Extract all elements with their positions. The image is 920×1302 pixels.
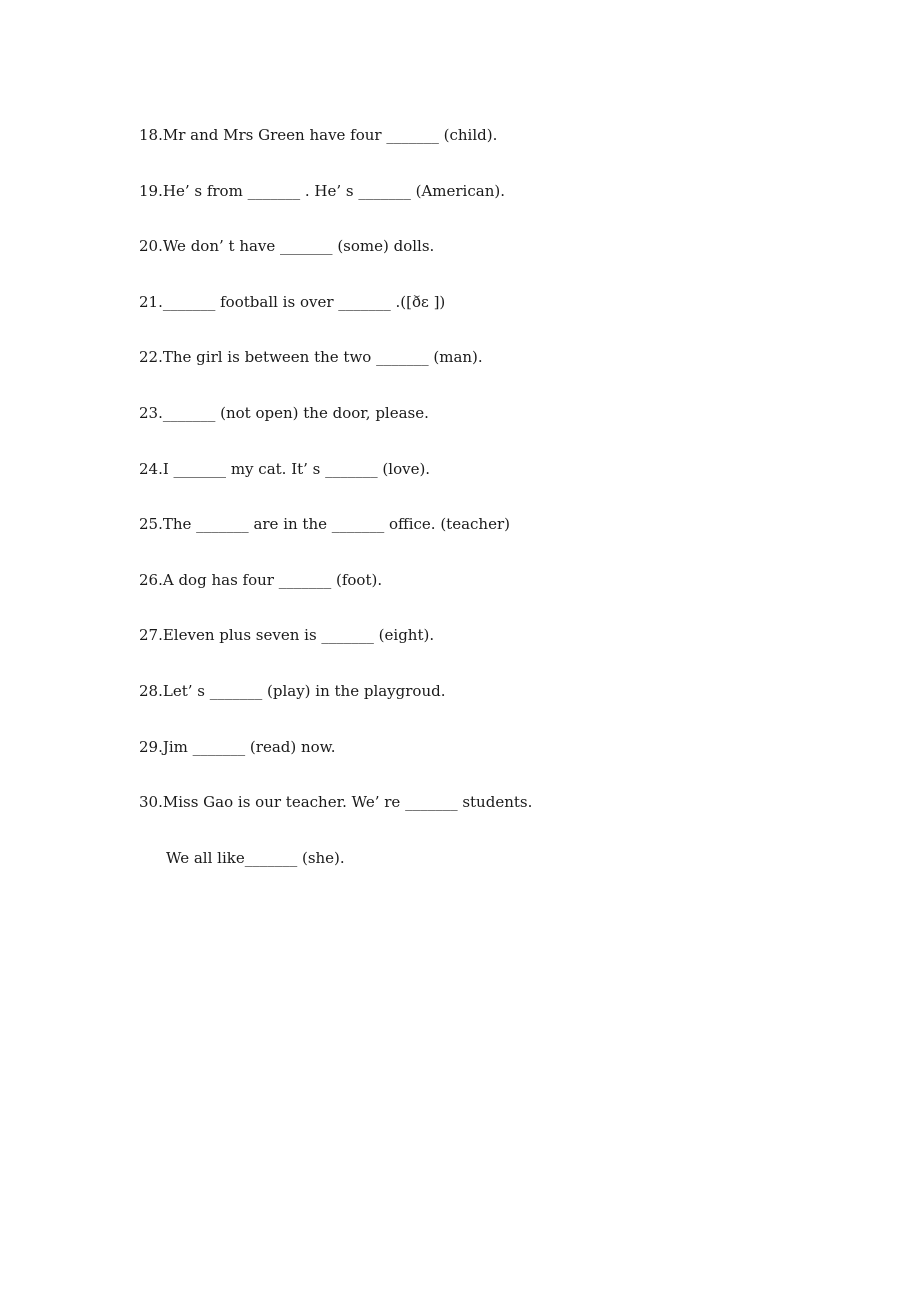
exercise-text: _______ football is over _______ .([ðɛ ]) bbox=[162, 292, 446, 311]
exercise-text: The _______ are in the _______ office. (teacher) bbox=[162, 515, 510, 534]
exercise-number: 20. bbox=[139, 237, 163, 256]
exercise-number: 30. bbox=[139, 793, 163, 812]
exercise-text: _______ (not open) the door, please. bbox=[162, 403, 429, 422]
exercise-text: I _______ my cat. It’ s _______ (love). bbox=[162, 459, 431, 478]
exercise-number: 24. bbox=[139, 459, 163, 478]
exercise-text: We all like_______ (she). bbox=[166, 848, 345, 867]
exercise-item-29 bbox=[139, 736, 839, 758]
exercise-number: 29. bbox=[139, 737, 163, 756]
exercise-number: 22. bbox=[139, 348, 163, 367]
exercise-text: Mr and Mrs Green have four _______ (child). bbox=[162, 126, 498, 144]
exercise-item-24 bbox=[139, 458, 839, 480]
exercise-text: Let’ s _______ (play) in the playgroud. bbox=[162, 681, 446, 700]
exercise-item-20 bbox=[139, 235, 839, 257]
exercise-text: A dog has four _______ (foot). bbox=[162, 570, 383, 589]
exercise-item-23 bbox=[139, 402, 839, 424]
exercise-item-21 bbox=[139, 291, 839, 313]
exercise-text: Jim _______ (read) now. bbox=[162, 737, 336, 756]
exercise-text: He’ s from _______ . He’ s _______ (American). bbox=[162, 181, 505, 200]
exercise-item-30 bbox=[139, 791, 839, 813]
exercise-number: 28. bbox=[139, 681, 163, 700]
exercise-number: 18. bbox=[139, 126, 163, 144]
exercise-number: 23. bbox=[139, 403, 163, 422]
exercise-number: 27. bbox=[139, 626, 163, 645]
exercise-text: The girl is between the two _______ (man). bbox=[162, 348, 483, 367]
exercise-item-28 bbox=[139, 680, 839, 702]
exercise-list bbox=[139, 124, 839, 902]
exercise-number: 19. bbox=[139, 181, 163, 200]
exercise-text: Eleven plus seven is _______ (eight). bbox=[162, 626, 435, 645]
exercise-item-25 bbox=[139, 513, 839, 535]
exercise-item-19 bbox=[139, 180, 839, 202]
exercise-item-27 bbox=[139, 624, 839, 646]
exercise-number: 26. bbox=[139, 570, 163, 589]
exercise-number: 21. bbox=[139, 292, 163, 311]
exercise-text: We don’ t have _______ (some) dolls. bbox=[162, 237, 435, 256]
exercise-item-18 bbox=[139, 124, 839, 146]
exercise-item-22 bbox=[139, 346, 839, 368]
exercise-text: Miss Gao is our teacher. We’ re _______ students. bbox=[162, 793, 533, 812]
exercise-item-30-continuation bbox=[139, 847, 839, 869]
exercise-number: 25. bbox=[139, 515, 163, 534]
exercise-item-26 bbox=[139, 569, 839, 591]
